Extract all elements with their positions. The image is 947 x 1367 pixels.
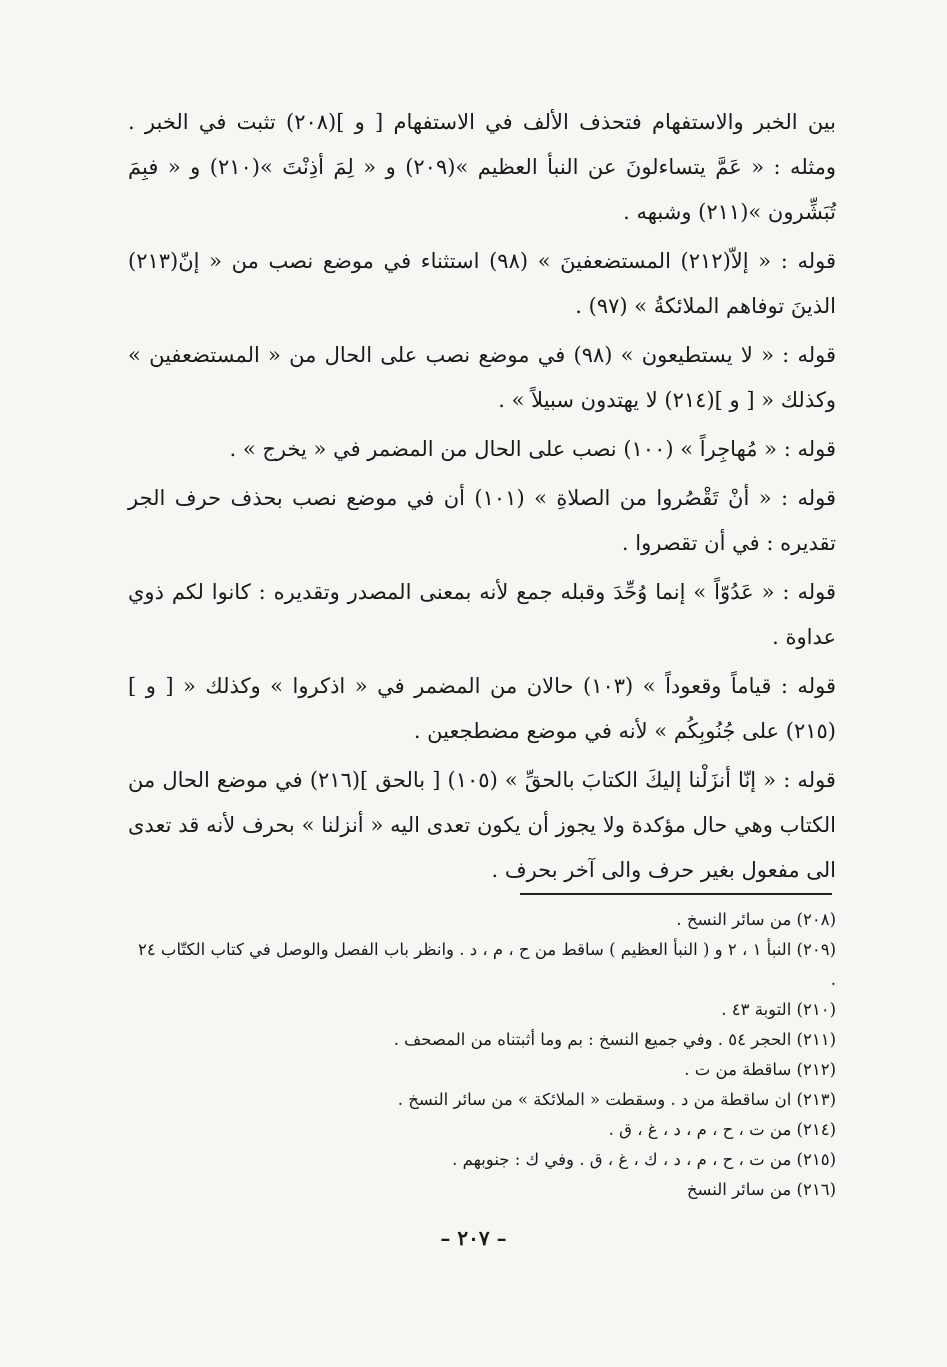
paragraph: قوله : « إلاّ(٢١٢) المستضعفينَ » (٩٨) استثناء في موضع نصب من « إنّ(٢١٣) الذينَ توفاهم الملائكةُ » (٩٧) . [128, 249, 836, 318]
main-text [128, 100, 836, 897]
paragraph: قوله : « لا يستطيعون » (٩٨) في موضع نصب على الحال من « المستضعفين » وكذلك « [ و ](٢١٤) لا يهتدون سبيلاً » . [128, 343, 836, 412]
footnote: (٢٠٨) من سائر النسخ . [676, 910, 836, 929]
page-number: – ٢٠٧ – [440, 1226, 507, 1250]
footnote: (٢١٢) ساقطة من ت . [684, 1060, 836, 1079]
footnote: (٢١٤) من ت ، ح ، م ، د ، غ ، ق . [608, 1120, 836, 1139]
paragraph: بين الخبر والاستفهام فتحذف الألف في الاستفهام [ و ](٢٠٨) تثبت في الخبر . ومثله : « عَمَّ يتساءلونَ عن النبأ العظيم »(٢٠٩) و « لِمَ أذِنْتَ »(٢١٠) و « فبِمَ تُبَشِّرون »(٢١١) وشبهه . [128, 110, 836, 224]
footnote: (٢٠٩) النبأ ١ ، ٢ و ( النبأ العظيم ) ساقط من ح ، م ، د . وانظر باب الفصل والوصل في كتاب الكتّاب ٢٤ . [137, 940, 836, 989]
footnote: (٢١١) الحجر ٥٤ . وفي جميع النسخ : بم وما أثبتناه من المصحف . [393, 1030, 836, 1049]
paragraph: قوله : « إنّا أنزَلْنا إليكَ الكتابَ بالحقِّ » (١٠٥) [ بالحق ](٢١٦) في موضع الحال من الكتاب وهي حال مؤكدة ولا يجوز أن يكون تعدى اليه « أنزلنا » بحرف لأنه قد تعدى الى مفعول بغير حرف والى آخر بحرف . [128, 768, 836, 882]
paragraph: قوله : « عَدُوّاً » إنما وُحِّدَ وقبله جمع لأنه بمعنى المصدر وتقديره : كانوا لكم ذوي عداوة . [128, 580, 836, 649]
paragraph: قوله : قياماً وقعوداً » (١٠٣) حالان من المضمر في « اذكروا » وكذلك « [ و ](٢١٥) على جُنُوبِكُم » لأنه في موضع مضطجعين . [128, 674, 836, 743]
paragraph: قوله : « مُهاجِراً » (١٠٠) نصب على الحال من المضمر في « يخرج » . [229, 437, 836, 461]
footnote: (٢١٦) من سائر النسخ [686, 1180, 836, 1199]
footnote-separator [520, 893, 832, 895]
paragraph: قوله : « أنْ تَقْصُروا من الصلاةِ » (١٠١) أن في موضع نصب بحذف حرف الجر تقديره : في أن تقصروا . [128, 486, 837, 555]
footnote: (٢١٠) التوبة ٤٣ . [721, 1000, 836, 1019]
footnote: (٢١٣) ان ساقطة من د . وسقطت « الملائكة » من سائر النسخ . [397, 1090, 836, 1109]
footnote: (٢١٥) من ت ، ح ، م ، د ، ك ، غ ، ق . وفي ك : جنوبهم . [452, 1150, 836, 1169]
footnotes [128, 905, 836, 1205]
